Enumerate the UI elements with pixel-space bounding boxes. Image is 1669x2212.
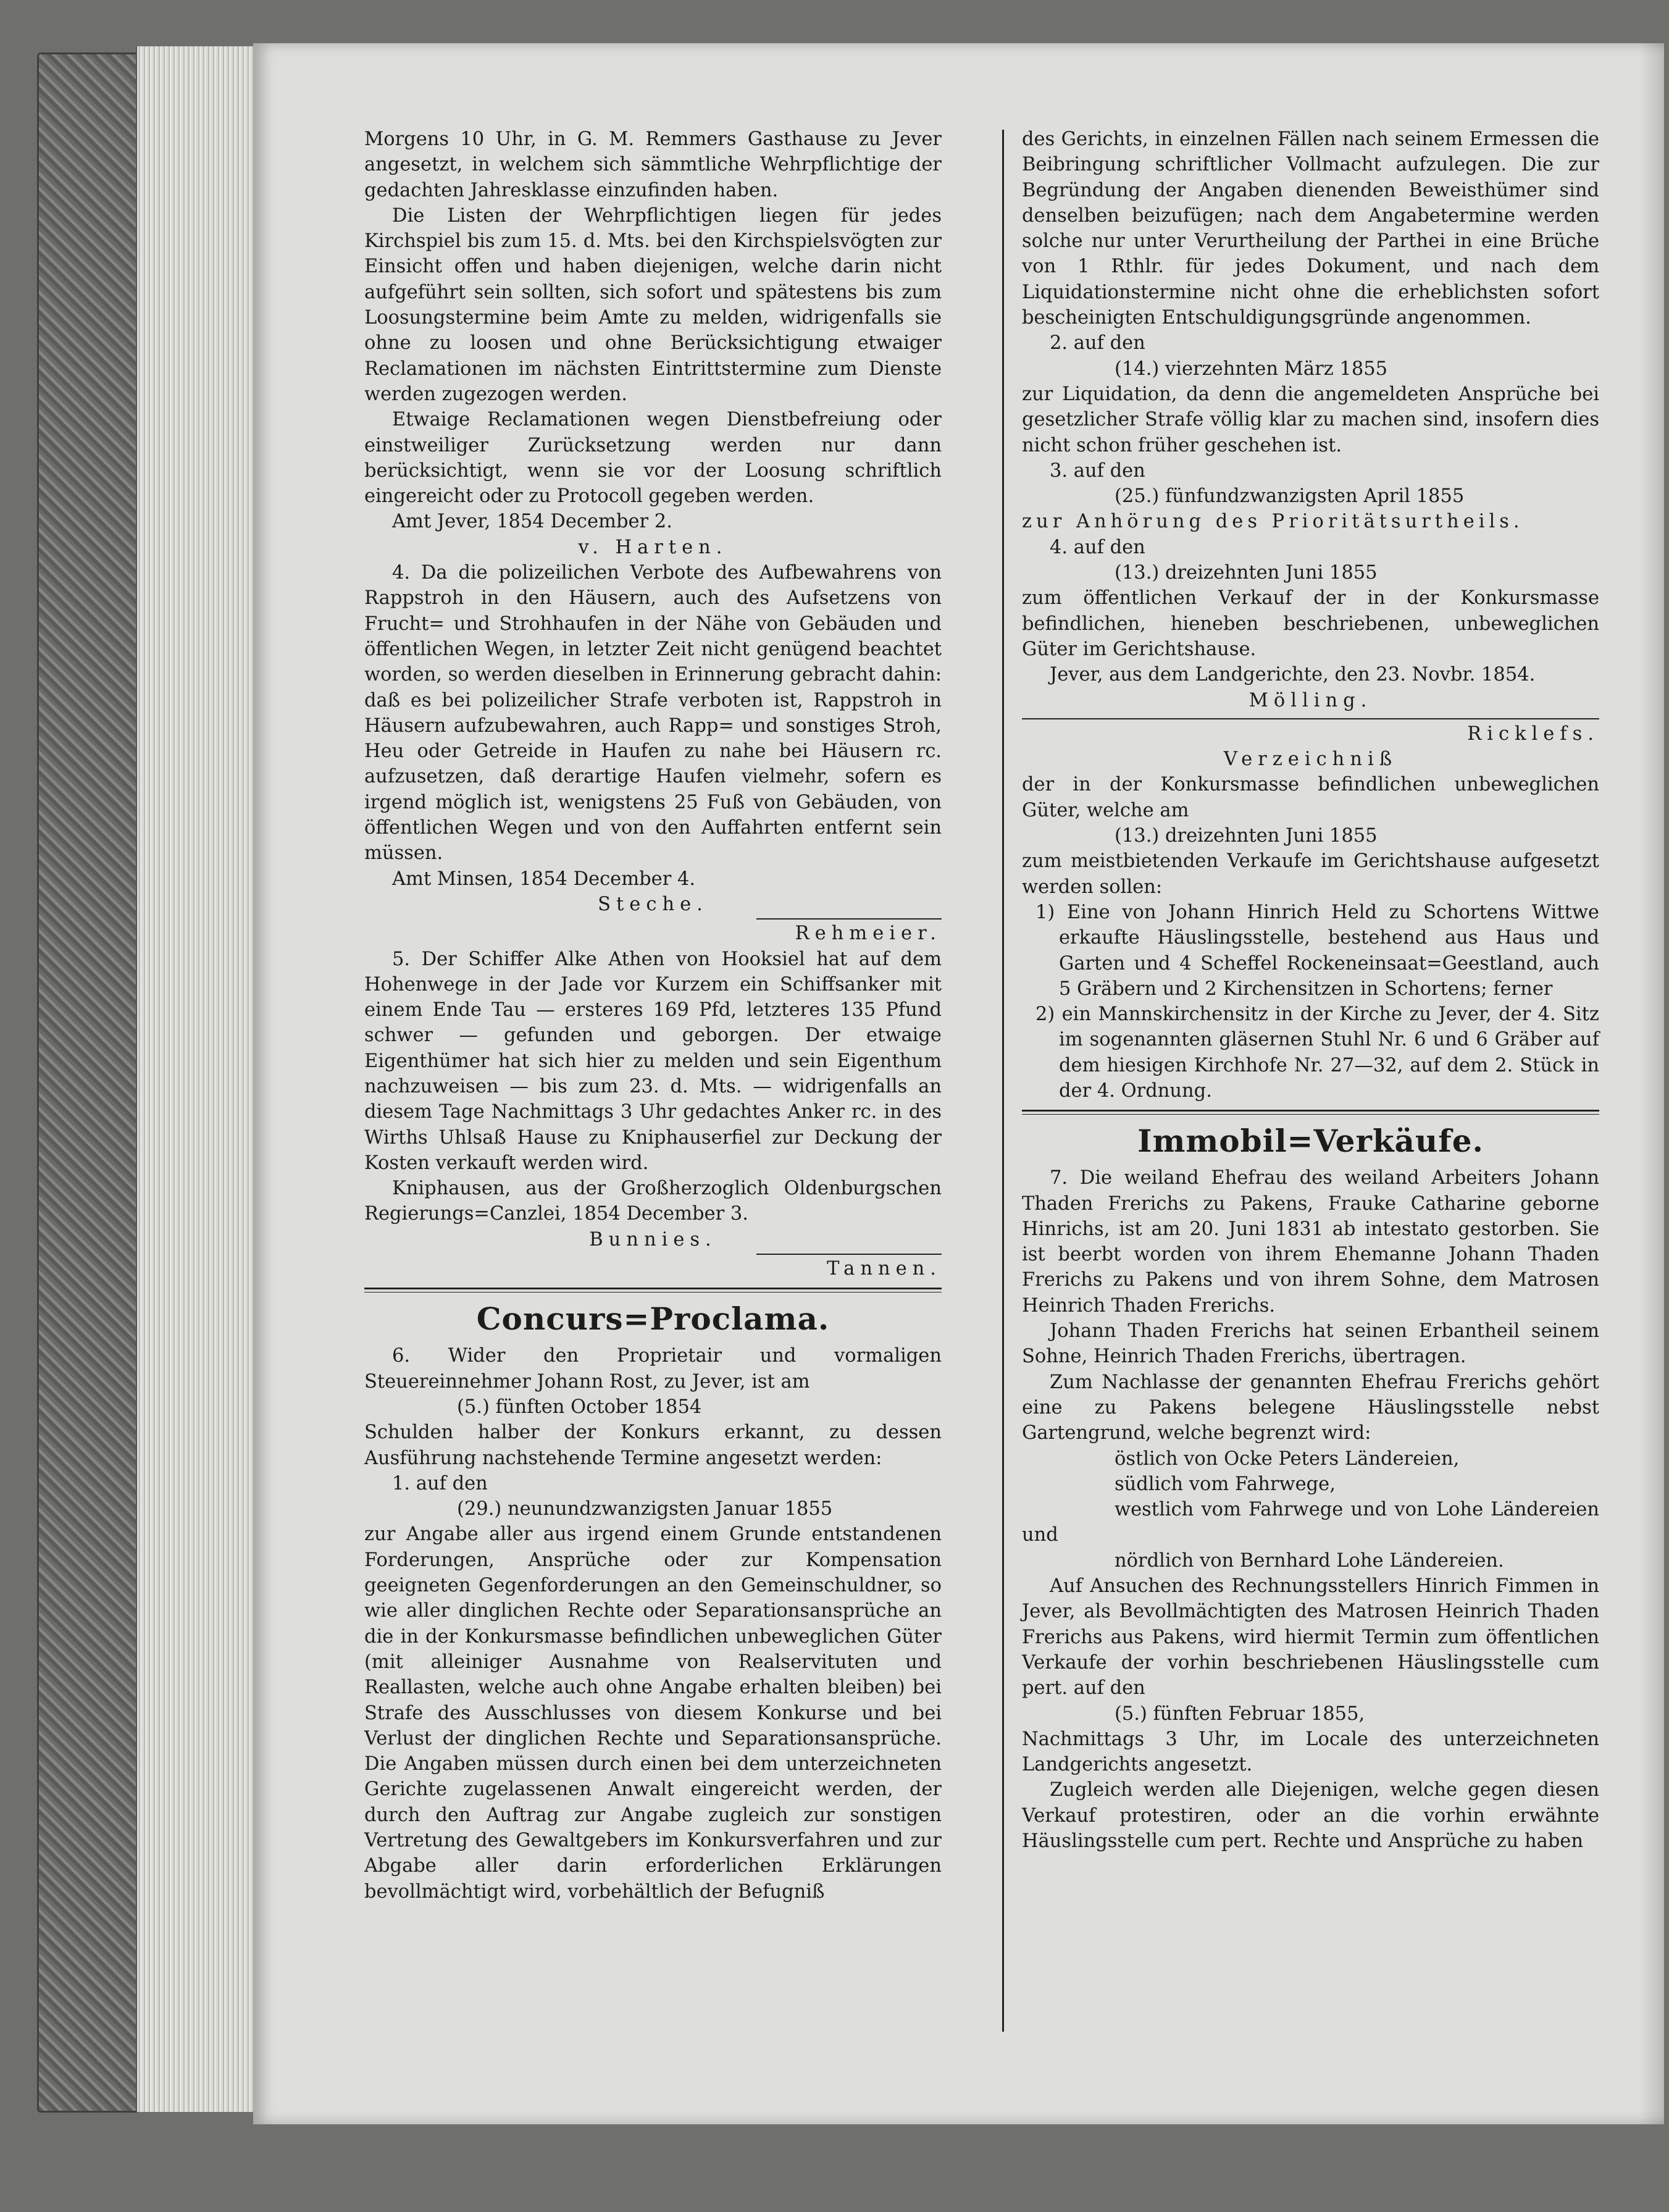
paragraph: zur Liquidation, da denn die angemeldeten Ansprüche bei gesetzlicher Strafe völlig klar zu machen sind, insofern dies nicht schon früher geschehen ist. [1022, 383, 1599, 456]
list-item: 2) ein Mannskirchensitz in der Kirche zu Jever, der 4. Sitz im sogenannten gläsernen Stuhl Nr. 6 und 6 Gräber auf dem hiesigen Kirchhofe Nr. 27—32, auf dem 2. Stück in der 4. Ordnung. [1035, 1003, 1599, 1102]
paragraph: Zum Nachlasse der genannten Ehefrau Frerichs gehört eine zu Pakens belegene Häuslingsstelle nebst Gartengrund, welche begrenzt wird: [1022, 1371, 1599, 1444]
term-label: 3. auf den [1050, 459, 1145, 482]
term-label: 2. auf den [1050, 332, 1145, 354]
paragraph: Auf Ansuchen des Rechnungsstellers Hinrich Fimmen in Jever, als Bevollmächtigten des Matrosen Heinrich Thaden Frerichs aus Pakens, wird hiermit Termin zum öffentlichen Verkaufe der vorhin beschriebenen Häuslingsstelle cum pert. auf den [1022, 1575, 1599, 1699]
date-line: (25.) fünfundzwanzigsten April 1855 [1115, 485, 1465, 508]
dateline: Kniphausen, aus der Großherzoglich Oldenburgschen Regierungs=Canzlei, 1854 December 3. [364, 1178, 942, 1225]
book-page [253, 43, 1664, 2124]
list-title: Verzeichniß [1223, 748, 1398, 771]
boundary-line: westlich vom Fahrwege und von Lohe Ländereien und [1022, 1499, 1599, 1546]
paragraph: zur Anhörung des Prioritätsurtheils. [1022, 511, 1524, 533]
signature: Bunnies. [589, 1228, 717, 1251]
boundary-line: östlich von Ocke Peters Ländereien, [1115, 1447, 1460, 1470]
paragraph: 4. Da die polizeilichen Verbote des Aufbewahrens von Rappstroh in den Häusern, auch des Aufsetzens von Frucht= und Strohhaufen in der Nähe von Gebäuden und öffentlichen Wegen, in letzter Zeit nicht genügend beachtet worden, so werden dieselben in Erinnerung gebracht dahin: daß es bei polizeilicher Strafe verboten ist, Rappstroh in Häusern aufzubewahren, auch Rapp= und sonstiges Stroh, Heu oder Getreide in Haufen zu nahe bei Häusern rc. aufzusetzen, daß derartige Haufen vielmehr, sofern es irgend möglich ist, wenigstens 25 Fuß von Gebäuden, von öffentlichen Wegen und von den Auffahrten entfernt sein müssen. [364, 562, 942, 865]
list-item: 1) Eine von Johann Hinrich Held zu Schortens Wittwe erkaufte Häuslingsstelle, bestehend aus Haus und Garten und 4 Scheffel Rockeneinsaat=Geestland, auch 5 Gräbern und 2 Kirchensitzen in Schortens; ferner [1035, 901, 1599, 1000]
paragraph: zum meistbietenden Verkaufe im Gerichtshause aufgesetzt werden sollen: [1022, 850, 1599, 898]
signature: Tannen. [827, 1258, 942, 1280]
signature-rule [756, 1254, 942, 1255]
paragraph: zur Angabe aller aus irgend einem Grunde entstandenen Forderungen, Ansprüche oder zur Kompensation geeigneten Gegenforderungen an den Gemeinschuldner, so wie aller dinglichen Rechte oder Separationsansprüche an die in der Konkursmasse befindlichen unbeweglichen Güter (mit alleiniger Ausnahme von Realservituten und Reallasten, welche auch ohne Angabe erhalten bleiben) bei Strafe des Ausschlusses von diesem Konkurse und bei Verlust der dinglichen Rechte und Separationsansprüche. Die Angaben müssen durch einen bei dem unterzeichneten Gerichte zugelassenen Anwalt eingereicht werden, der durch den Auftrag zur Angabe zugleich zur sonstigen Vertretung des Gewaltgebers im Konkursverfahren und zur Abgabe aller darin erforderlichen Erklärungen bevollmächtigt wird, vorbehältlich der Befugniß [364, 1523, 942, 1903]
section-heading: Immobil=Verkäufe. [1137, 1123, 1484, 1160]
section-rule [364, 1288, 942, 1292]
date-line: (14.) vierzehnten März 1855 [1115, 358, 1388, 380]
boundary-line: nördlich von Bernhard Lohe Ländereien. [1115, 1549, 1504, 1572]
book-spine [37, 52, 140, 2113]
signature: Rehmeier. [795, 923, 942, 945]
paragraph: zum öffentlichen Verkauf der in der Konkursmasse befindlichen, hieneben beschriebenen, unbeweglichen Güter im Gerichtshause. [1022, 587, 1599, 660]
section-rule [1022, 1110, 1599, 1115]
paragraph: des Gerichts, in einzelnen Fällen nach seinem Ermessen die Beibringung schriftlicher Vollmacht aufzulegen. Die zur Begründung der Angaben dienenden Beweisthümer sind denselben beizufügen; nach dem Angabetermine werden solche nur unter Verurtheilung der Parthei in eine Brüche von 1 Rthlr. für jedes Dokument, und nach dem Liquidationstermine nicht ohne die erheblichsten sofort bescheinigten Entschuldigungsgründe angenommen. [1022, 128, 1599, 329]
signature: v. Harten. [578, 536, 728, 558]
paragraph: Zugleich werden alle Diejenigen, welche gegen diesen Verkauf protestiren, oder an die vorhin erwähnte Häuslingsstelle cum pert. Rechte und Ansprüche zu haben [1022, 1779, 1599, 1852]
paragraph: der in der Konkursmasse befindlichen unbeweglichen Güter, welche am [1022, 774, 1599, 821]
column-divider [1002, 130, 1004, 2032]
term-label: 1. auf den [392, 1472, 488, 1494]
date-line: (5.) fünften Februar 1855, [1115, 1703, 1365, 1725]
date-line: (13.) dreizehnten Juni 1855 [1115, 562, 1378, 584]
term-label: 4. auf den [1050, 536, 1145, 558]
paragraph: Schulden halber der Konkurs erkannt, zu dessen Ausführung nachstehende Termine angesetzt werden: [364, 1422, 942, 1469]
signature: Mölling. [1249, 689, 1373, 711]
right-column [1022, 127, 1599, 2041]
date-line: (5.) fünften October 1854 [457, 1396, 702, 1418]
paragraph: 7. Die weiland Ehefrau des weiland Arbeiters Johann Thaden Frerichs zu Pakens, Frauke Catharine geborne Hinrichs, ist am 20. Juni 1831 ab intestato gestorben. Sie ist beerbt worden von ihrem Ehemanne Johann Thaden Frerichs zu Pakens und von ihrem Sohne, dem Matrosen Heinrich Thaden Frerichs. [1022, 1167, 1599, 1317]
signature-rule [756, 918, 942, 920]
left-column [364, 127, 942, 2041]
paragraph: Etwaige Reclamationen wegen Dienstbefreiung oder einstweiliger Zurücksetzung werden nur dann berücksichtigt, wenn sie vor der Loosung schriftlich eingereicht oder zu Protocoll gegeben werden. [364, 409, 942, 508]
dateline: Amt Jever, 1854 December 2. [392, 511, 672, 533]
dateline: Amt Minsen, 1854 December 4. [392, 868, 696, 890]
paragraph: Johann Thaden Frerichs hat seinen Erbantheil seinem Sohne, Heinrich Thaden Frerichs, übertragen. [1022, 1320, 1599, 1368]
paragraph: Die Listen der Wehrpflichtigen liegen für jedes Kirchspiel bis zum 15. d. Mts. bei den Kirchspielsvögten zur Einsicht offen und haben diejenigen, welche darin nicht aufgeführt sein sollten, sich sofort und spätestens bis zum Loosungstermine beim Amte zu melden, widrigenfalls sie ohne zu loosen und ohne Berücksichtigung etwaiger Reclamationen im nächsten Eintrittstermine zum Dienste werden zugezogen werden. [364, 204, 942, 405]
boundary-line: südlich vom Fahrwege, [1115, 1473, 1336, 1495]
date-line: (29.) neunundzwanzigsten Januar 1855 [457, 1498, 833, 1520]
dateline: Jever, aus dem Landgerichte, den 23. Novbr. 1854. [1050, 664, 1536, 686]
page-edges [136, 46, 254, 2112]
date-line: (13.) dreizehnten Juni 1855 [1115, 825, 1378, 847]
paragraph: 5. Der Schiffer Alke Athen von Hooksiel hat auf dem Hohenwege in der Jade vor Kurzem ein Schiffsanker mit einem Ende Tau — ersteres 169 Pfd, letzteres 135 Pfund schwer — gefunden und geborgen. Der etwaige Eigenthümer hat sich hier zu melden und sein Eigenthum nachzuweisen — bis zum 23. d. Mts. — widrigenfalls an diesem Tage Nachmittags 3 Uhr gedachtes Anker rc. in des Wirths Uhlsaß Hause zu Kniphauserfiel zur Deckung der Kosten verkauft werden wird. [364, 948, 942, 1174]
section-heading: Concurs=Proclama. [476, 1301, 830, 1338]
gutter-shadow [1639, 43, 1664, 2124]
signature-rule [1022, 718, 1599, 719]
signature: Steche. [598, 893, 708, 915]
paragraph: Morgens 10 Uhr, in G. M. Remmers Gasthause zu Jever angesetzt, in welchem sich sämmtliche Wehrpflichtige der gedachten Jahresklasse einzufinden haben. [364, 128, 942, 201]
paragraph: 6. Wider den Proprietair und vormaligen Steuereinnehmer Johann Rost, zu Jever, ist am [364, 1345, 942, 1393]
signature: Ricklefs. [1467, 723, 1599, 745]
paragraph: Nachmittags 3 Uhr, im Locale des unterzeichneten Landgerichts angesetzt. [1022, 1728, 1599, 1776]
